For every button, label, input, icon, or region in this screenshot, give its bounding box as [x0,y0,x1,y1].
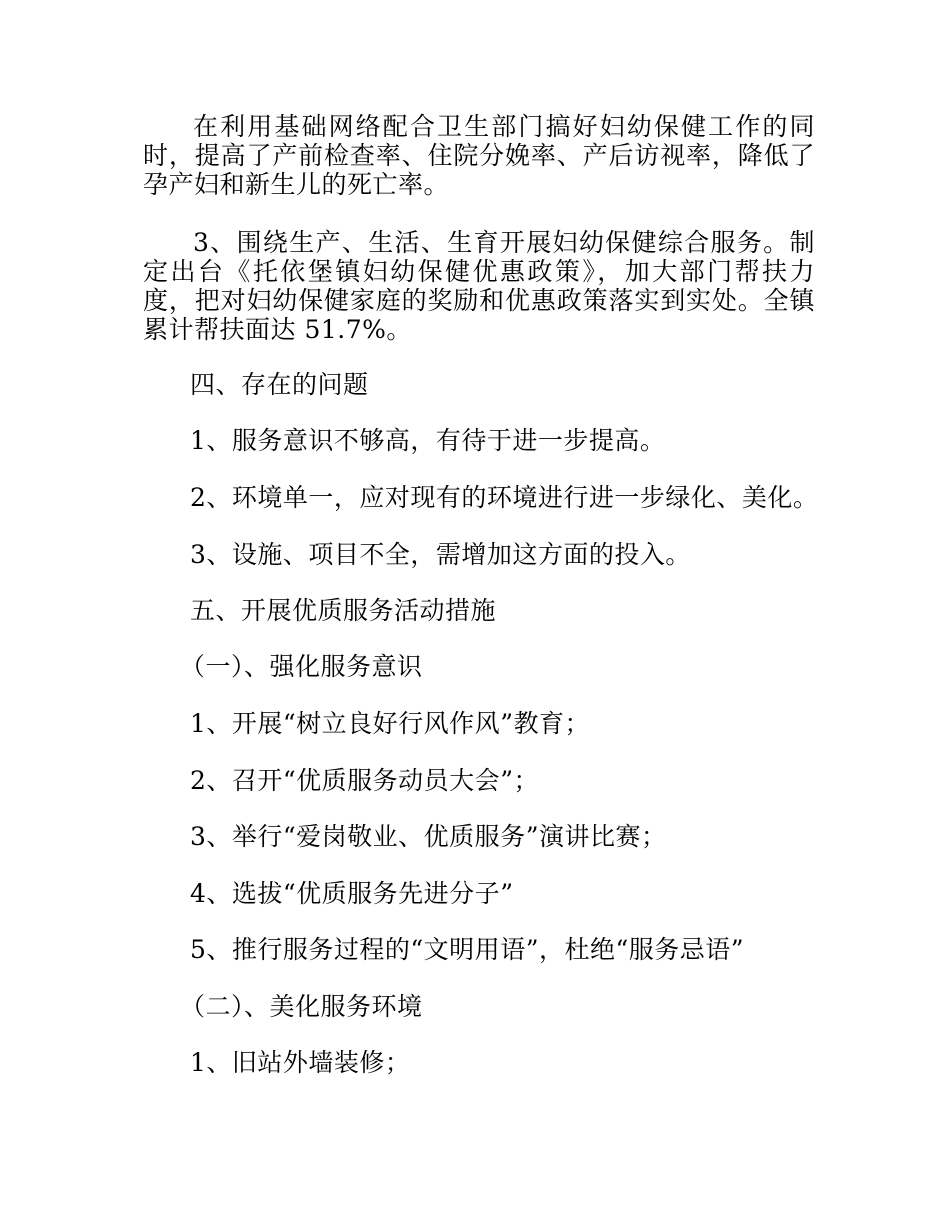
problem-item-2: 2、环境单一，应对现有的环境进行进一步绿化、美化。 [190,483,819,512]
measure-item-5: 5、推行服务过程的“文明用语”，杜绝“服务忌语” [190,935,745,964]
measure-item-2: 2、召开“优质服务动员大会”； [190,766,539,795]
paragraph-comprehensive-services: 3、围绕生产、生活、生育开展妇幼保健综合服务。制定出台《托依堡镇妇幼保健优惠政策》，加大部门帮扶力度，把对妇幼保健家庭的奖励和优惠政策落实到实处。全镇累计帮扶面达 51.7%。 [143,228,815,344]
paragraph-maternal-health-results: 在利用基础网络配合卫生部门搞好妇幼保健工作的同时，提高了产前检查率、住院分娩率、产后访视率，降低了孕产妇和新生儿的死亡率。 [143,112,815,199]
subsection-heading-service-awareness: （一）、强化服务意识 [180,652,423,681]
problem-item-3: 3、设施、项目不全，需增加这方面的投入。 [190,540,691,569]
measure-item-4: 4、选拔“优质服务先进分子” [190,879,514,908]
section-heading-measures: 五、开展优质服务活动措施 [190,596,497,625]
problem-item-1: 1、服务意识不够高，有待于进一步提高。 [190,426,666,455]
section-heading-problems: 四、存在的问题 [190,370,369,399]
environment-item-1: 1、旧站外墙装修； [190,1048,411,1077]
measure-item-1: 1、开展“树立良好行风作风”教育； [190,709,590,738]
measure-item-3: 3、举行“爱岗敬业、优质服务”演讲比赛； [190,822,667,851]
subsection-heading-service-environment: （二）、美化服务环境 [180,992,423,1021]
